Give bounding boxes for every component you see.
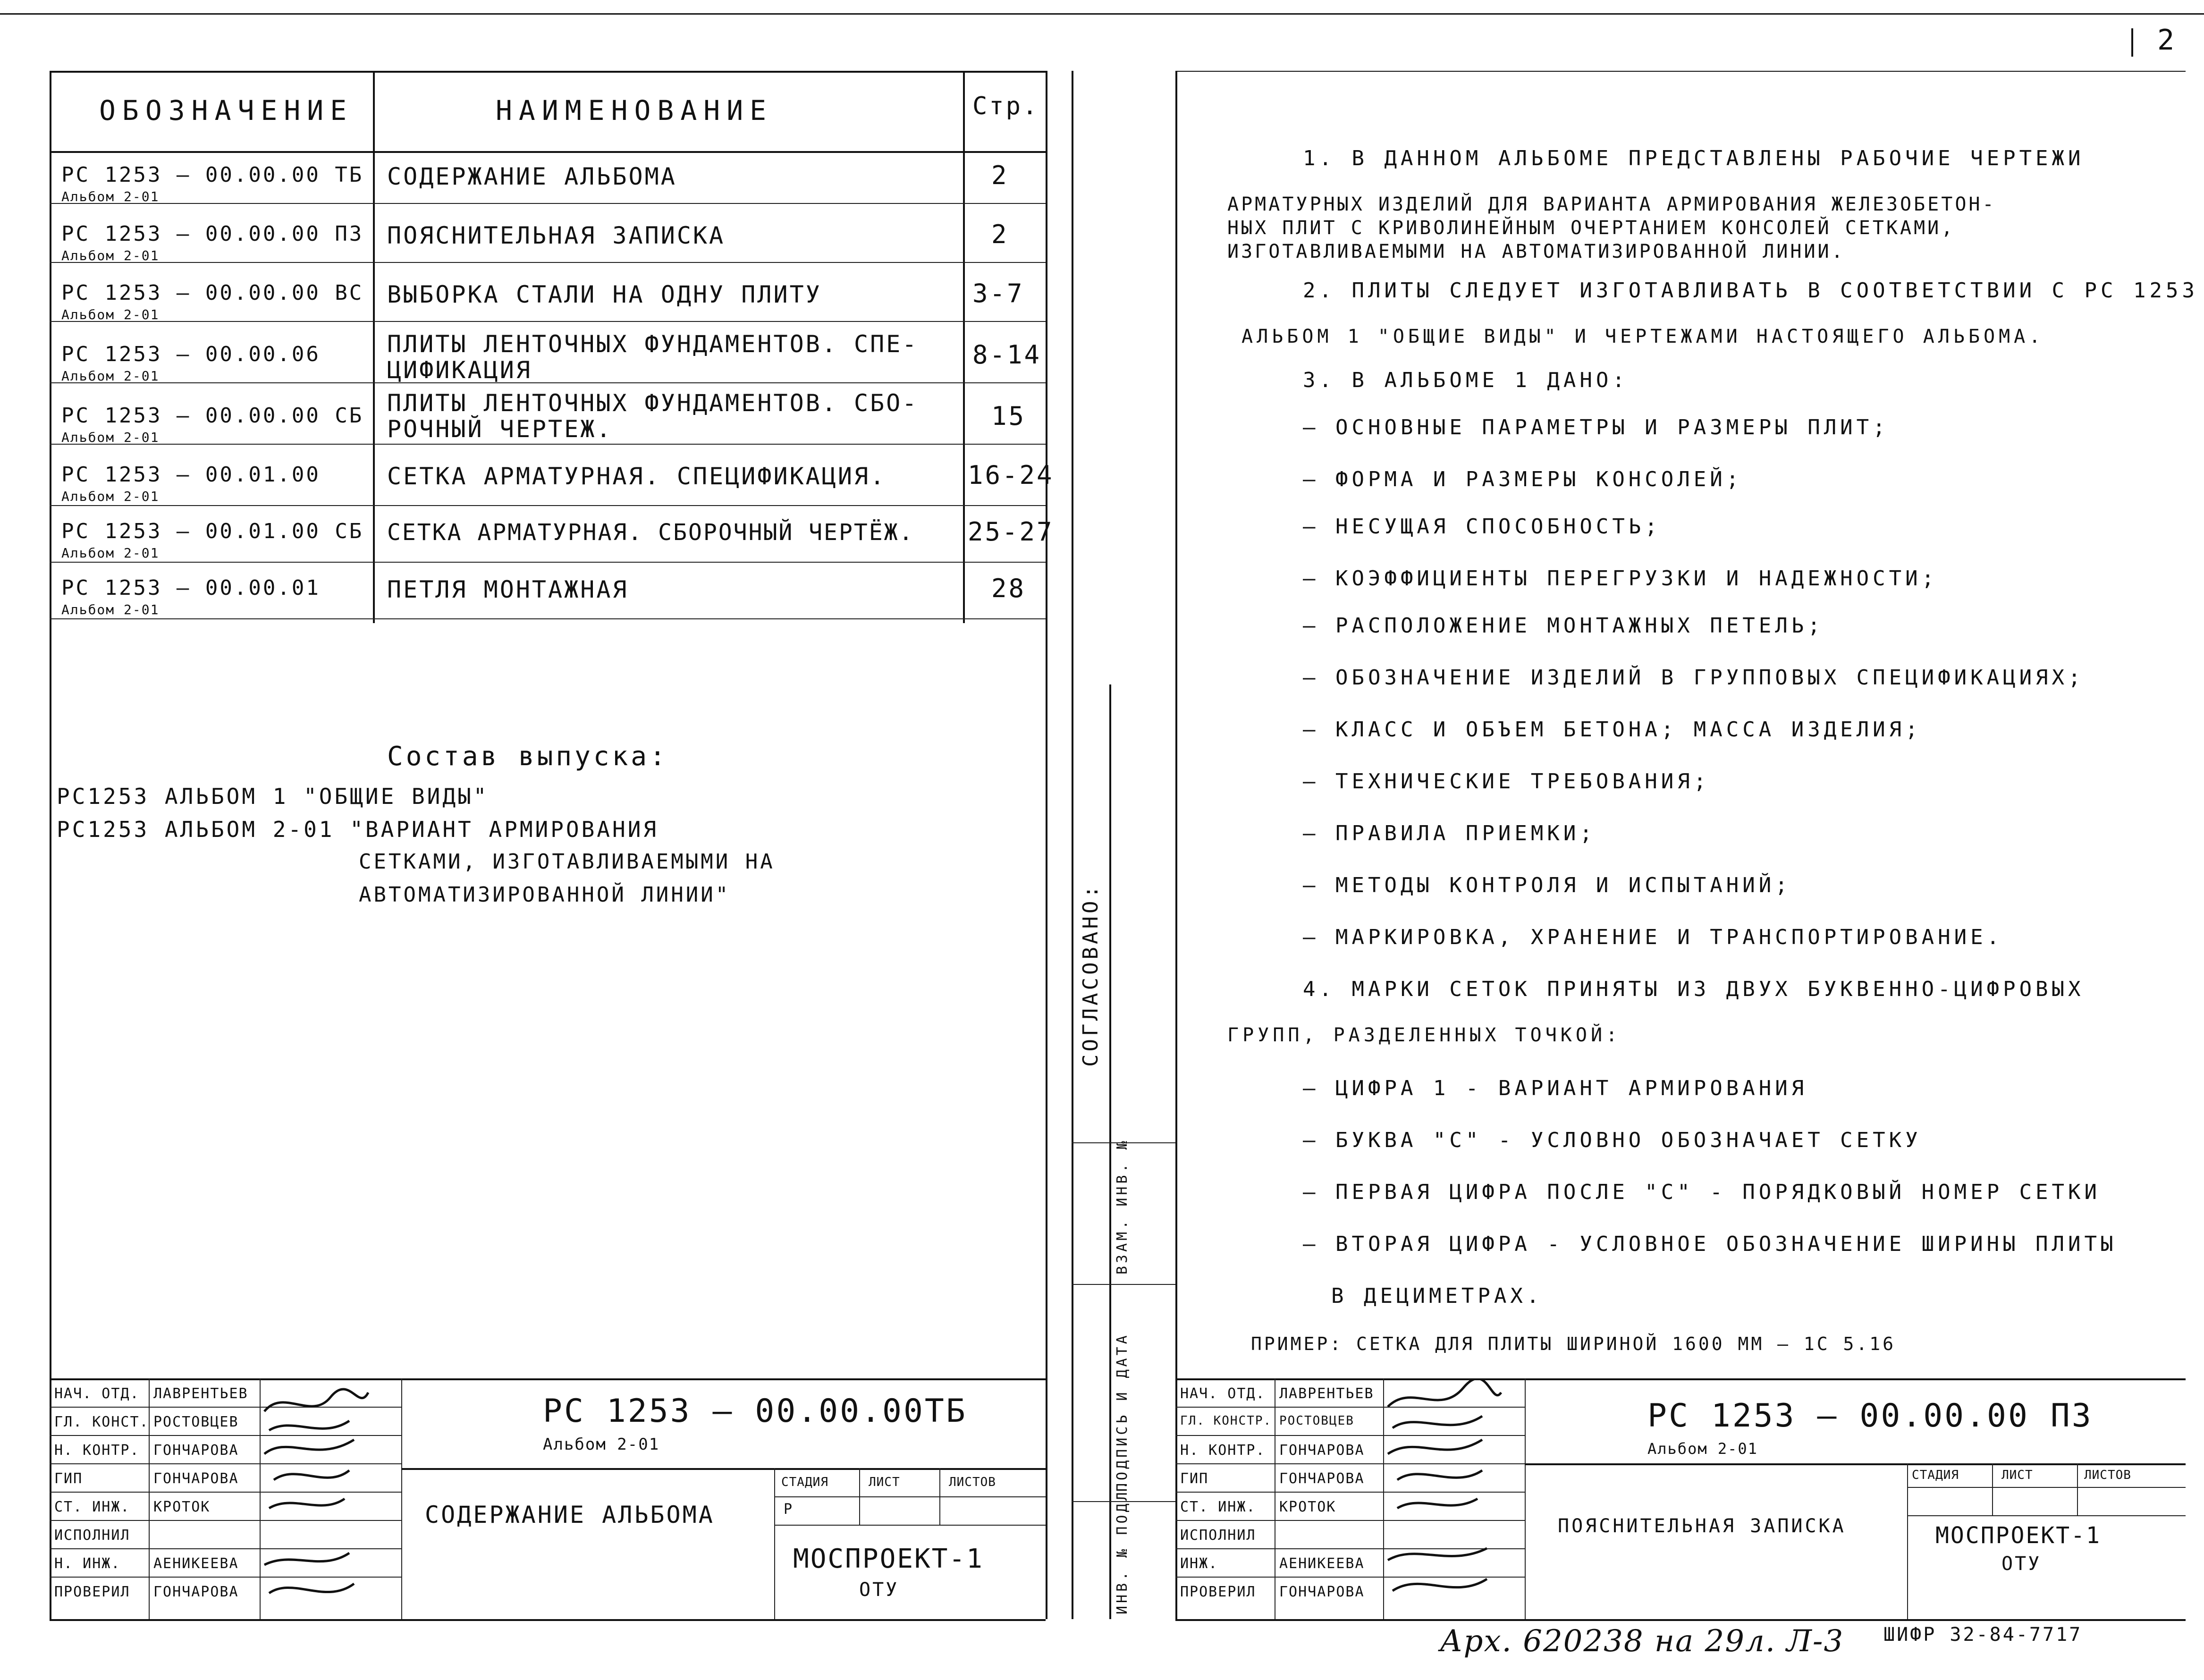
col-divider-2 (963, 71, 965, 623)
row-line (50, 505, 1046, 506)
left-name-4: ГОНЧАРОВА (153, 1470, 239, 1487)
note-line-26: ПРИМЕР: СЕТКА ДЛЯ ПЛИТЫ ШИРИНОЙ 1600 ММ – 1С 5.16 (1251, 1334, 1896, 1354)
note-line-13: – ОБОЗНАЧЕНИЕ ИЗДЕЛИЙ В ГРУППОВЫХ СПЕЦИФИКАЦИЯХ; (1303, 666, 2085, 690)
left-stamp-col-3 (401, 1378, 402, 1619)
note-line-25: В ДЕЦИМЕТРАХ. (1331, 1284, 1543, 1308)
left-stamp-mid (401, 1468, 1046, 1470)
right-stamp-col-3 (1525, 1378, 1526, 1619)
left-signatures (255, 1383, 378, 1619)
right-signatures (1378, 1378, 1511, 1619)
sheet-number-divider (2131, 28, 2133, 57)
left-sheet-top (50, 71, 1046, 73)
right-stamp-sheets-label: ЛИСТОВ (2084, 1468, 2131, 1482)
note-line-18: – МАРКИРОВКА, ХРАНЕНИЕ И ТРАНСПОРТИРОВАНИЕ. (1303, 925, 2003, 949)
note-line-17: – МЕТОДЫ КОНТРОЛЯ И ИСПЫТАНИЙ; (1303, 873, 1791, 897)
right-stamp-top (1175, 1378, 2186, 1380)
row-line (50, 444, 1046, 445)
left-stamp-stage: Р (784, 1501, 794, 1518)
left-sheet-bottom (50, 1619, 1046, 1621)
left-role-7: Н. ИНЖ. (54, 1555, 121, 1572)
side-agreed: СОГЛАСОВАНО: (1079, 883, 1103, 1067)
right-role-6: ИСПОЛНИЛ (1180, 1527, 1256, 1544)
row-2-code: РС 1253 — 00.00.00 ПЗ (61, 222, 364, 246)
left-stamp-col-4 (774, 1468, 775, 1619)
right-role-2: ГЛ. КОНСТР. (1180, 1414, 1272, 1428)
side-replace-inv: ВЗАМ. ИНВ. № (1114, 1138, 1131, 1275)
right-stamp-stage-label: СТАДИЯ (1912, 1468, 1959, 1482)
left-sheet-border (50, 71, 51, 1619)
row-4-page: 8-14 (972, 340, 1042, 370)
right-role-4: ГИП (1180, 1470, 1209, 1487)
right-sheet-top (1175, 71, 2186, 72)
note-line-8: – ОСНОВНЫЕ ПАРАМЕТРЫ И РАЗМЕРЫ ПЛИТ; (1303, 415, 1889, 439)
row-8-album: Альбом 2-01 (61, 602, 160, 617)
left-stamp-sheet-label: ЛИСТ (869, 1475, 900, 1489)
header-row-line (50, 151, 1046, 153)
right-sheet-bottom (1175, 1619, 2186, 1621)
row-line (50, 262, 1046, 263)
right-role-7: ИНЖ. (1180, 1555, 1218, 1572)
note-line-10: – НЕСУЩАЯ СПОСОБНОСТЬ; (1303, 515, 1661, 539)
right-role-3: Н. КОНТР. (1180, 1442, 1266, 1459)
right-stamp-code: РС 1253 — 00.00.00 ПЗ (1647, 1397, 2093, 1435)
right-name-7: АЕНИКЕЕВА (1279, 1555, 1365, 1572)
left-stamp-col-5 (859, 1468, 860, 1525)
row-6-album: Альбом 2-01 (61, 489, 160, 504)
row-5-code: РС 1253 — 00.00.00 СБ (61, 404, 364, 428)
right-stamp-stage-line-2 (1907, 1515, 2186, 1516)
note-line-14: – КЛАСС И ОБЪЕМ БЕТОНА; МАССА ИЗДЕЛИЯ; (1303, 718, 1922, 742)
row-7-page: 25-27 (968, 517, 1054, 547)
left-stamp-stage-line-2 (774, 1525, 1046, 1526)
left-role-6: ИСПОЛНИЛ (54, 1527, 130, 1544)
right-role-5: СТ. ИНЖ. (1180, 1499, 1256, 1515)
composition-line-2: РС1253 АЛЬБОМ 2-01 "ВАРИАНТ АРМИРОВАНИЯ (57, 817, 659, 842)
row-4-album: Альбом 2-01 (61, 368, 160, 384)
row-8-page: 28 (991, 574, 1026, 603)
row-line (50, 562, 1046, 563)
row-3-code: РС 1253 — 00.00.00 ВС (61, 281, 364, 305)
left-stamp-code: РС 1253 — 00.00.00ТБ (543, 1393, 967, 1430)
right-stamp-org: МОСПРОЕКТ-1 (1935, 1522, 2101, 1549)
left-stamp-title: СОДЕРЖАНИЕ АЛЬБОМА (425, 1501, 715, 1528)
right-stamp-col-6 (2077, 1463, 2078, 1515)
note-line-16: – ПРАВИЛА ПРИЕМКИ; (1303, 821, 1596, 845)
row-2-page: 2 (991, 219, 1009, 249)
header-name: НАИМЕНОВАНИЕ (496, 94, 773, 127)
note-line-6: АЛЬБОМ 1 "ОБЩИЕ ВИДЫ" И ЧЕРТЕЖАМИ НАСТОЯЩЕГО АЛЬБОМА. (1241, 326, 2044, 347)
right-name-4: ГОНЧАРОВА (1279, 1470, 1365, 1487)
left-stamp-stage-line (774, 1496, 1046, 1497)
row-6-page: 16-24 (968, 460, 1054, 490)
right-stamp-dept: ОТУ (2001, 1553, 2042, 1575)
side-strip-inner (1109, 684, 1111, 1619)
note-line-3: НЫХ ПЛИТ С КРИВОЛИНЕЙНЫМ ОЧЕРТАНИЕМ КОНСОЛЕЙ СЕТКАМИ, (1227, 217, 1955, 239)
row-6-name: СЕТКА АРМАТУРНАЯ. СПЕЦИФИКАЦИЯ. (387, 463, 887, 490)
row-5-name-cont: РОЧНЫЙ ЧЕРТЕЖ. (387, 415, 613, 443)
row-line (50, 618, 1046, 619)
composition-line-4: АВТОМАТИЗИРОВАННОЙ ЛИНИИ" (359, 883, 731, 907)
header-page: Стр. (972, 92, 1039, 120)
left-name-3: ГОНЧАРОВА (153, 1442, 239, 1459)
row-line (50, 321, 1046, 322)
left-role-3: Н. КОНТР. (54, 1442, 140, 1459)
row-5-album: Альбом 2-01 (61, 430, 160, 445)
row-4-name: ПЛИТЫ ЛЕНТОЧНЫХ ФУНДАМЕНТОВ. СПЕ- (387, 330, 919, 358)
right-stamp-sheet-label: ЛИСТ (2001, 1468, 2033, 1482)
row-4-code: РС 1253 — 00.00.06 (61, 342, 321, 366)
right-name-3: ГОНЧАРОВА (1279, 1442, 1365, 1459)
row-2-album: Альбом 2-01 (61, 248, 160, 263)
row-line (50, 382, 1046, 383)
left-role-2: ГЛ. КОНСТ. (54, 1414, 149, 1430)
note-line-5: 2. ПЛИТЫ СЛЕДУЕТ ИЗГОТАВЛИВАТЬ В СООТВЕТСТВИИ С РС 1253 (1303, 279, 2198, 303)
row-3-album: Альбом 2-01 (61, 307, 160, 322)
row-1-page: 2 (991, 160, 1009, 190)
note-line-22: – БУКВА "С" - УСЛОВНО ОБОЗНАЧАЕТ СЕТКУ (1303, 1128, 1922, 1152)
row-line (50, 203, 1046, 204)
left-role-1: НАЧ. ОТД. (54, 1385, 140, 1402)
left-role-8: ПРОВЕРИЛ (54, 1584, 130, 1600)
note-line-21: – ЦИФРА 1 - ВАРИАНТ АРМИРОВАНИЯ (1303, 1076, 1808, 1100)
left-stamp-album: Альбом 2-01 (543, 1435, 660, 1454)
note-line-12: – РАСПОЛОЖЕНИЕ МОНТАЖНЫХ ПЕТЕЛЬ; (1303, 614, 1824, 638)
left-name-2: РОСТОВЦЕВ (153, 1414, 239, 1430)
row-5-name: ПЛИТЫ ЛЕНТОЧНЫХ ФУНДАМЕНТОВ. СБО- (387, 389, 919, 417)
left-role-4: ГИП (54, 1470, 83, 1487)
row-8-code: РС 1253 — 00.00.01 (61, 576, 321, 600)
composition-line-1: РС1253 АЛЬБОМ 1 "ОБЩИЕ ВИДЫ" (57, 784, 489, 809)
right-stamp-col-5 (1992, 1463, 1993, 1515)
left-stamp-dept: ОТУ (859, 1579, 899, 1601)
note-line-24: – ВТОРАЯ ЦИФРА - УСЛОВНОЕ ОБОЗНАЧЕНИЕ ШИРИНЫ ПЛИТЫ (1303, 1232, 2117, 1256)
left-stamp-col-6 (939, 1468, 940, 1525)
row-7-name: СЕТКА АРМАТУРНАЯ. СБОРОЧНЫЙ ЧЕРТЁЖ. (387, 519, 914, 546)
right-name-8: ГОНЧАРОВА (1279, 1584, 1365, 1600)
note-line-1: 1. В ДАННОМ АЛЬБОМЕ ПРЕДСТАВЛЕНЫ РАБОЧИЕ ЧЕРТЕЖИ (1303, 146, 2085, 170)
row-3-name: ВЫБОРКА СТАЛИ НА ОДНУ ПЛИТУ (387, 281, 822, 308)
right-name-5: КРОТОК (1279, 1499, 1336, 1515)
note-line-2: АРМАТУРНЫХ ИЗДЕЛИЙ ДЛЯ ВАРИАНТА АРМИРОВАНИЯ ЖЕЛЕЗОБЕТОН- (1227, 194, 1996, 215)
right-stamp-mid (1525, 1463, 2186, 1465)
note-line-20: ГРУПП, РАЗДЕЛЕННЫХ ТОЧКОЙ: (1227, 1024, 1621, 1046)
left-role-5: СТ. ИНЖ. (54, 1499, 130, 1515)
row-2-name: ПОЯСНИТЕЛЬНАЯ ЗАПИСКА (387, 222, 726, 249)
row-1-code: РС 1253 — 00.00.00 ТБ (61, 163, 364, 187)
side-strip-row (1072, 1284, 1175, 1285)
left-name-7: АЕНИКЕЕВА (153, 1555, 239, 1572)
right-stamp-album: Альбом 2-01 (1647, 1440, 1758, 1458)
col-divider-1 (373, 71, 375, 623)
left-sheet-right (1046, 71, 1047, 1619)
side-strip-right (1175, 71, 1177, 1619)
left-name-8: ГОНЧАРОВА (153, 1584, 239, 1600)
left-stamp-stage-label: СТАДИЯ (781, 1475, 828, 1489)
right-stamp-stage-line (1907, 1487, 2186, 1488)
note-line-15: – ТЕХНИЧЕСКИЕ ТРЕБОВАНИЯ; (1303, 769, 1710, 794)
archive-note: Арх. 620238 на 29л. Л-3 (1440, 1624, 1844, 1659)
row-1-album: Альбом 2-01 (61, 189, 160, 204)
left-stamp-org: МОСПРОЕКТ-1 (793, 1544, 984, 1574)
note-line-23: – ПЕРВАЯ ЦИФРА ПОСЛЕ "С" - ПОРЯДКОВЫЙ НОМЕР СЕТКИ (1303, 1180, 2101, 1204)
right-name-1: ЛАВРЕНТЬЕВ (1279, 1385, 1374, 1402)
row-4-name-cont: ЦИФИКАЦИЯ (387, 356, 532, 384)
right-name-2: РОСТОВЦЕВ (1279, 1414, 1354, 1428)
right-role-8: ПРОВЕРИЛ (1180, 1584, 1256, 1600)
left-stamp-sheets-label: ЛИСТОВ (949, 1475, 996, 1489)
left-stamp-top (50, 1378, 1046, 1380)
left-name-5: КРОТОК (153, 1499, 211, 1515)
side-strip-left (1072, 71, 1073, 1619)
note-line-4: ИЗГОТАВЛИВАЕМЫМИ НА АВТОМАТИЗИРОВАННОЙ ЛИНИИ. (1227, 241, 1845, 262)
side-sign-date: ПОДПИСЬ И ДАТА (1114, 1333, 1131, 1492)
row-7-code: РС 1253 — 00.01.00 СБ (61, 519, 364, 543)
side-inv-orig: ИНВ. № ПОДЛ. (1114, 1478, 1131, 1614)
cipher: ШИФР 32-84-7717 (1883, 1624, 2083, 1646)
right-stamp-title: ПОЯСНИТЕЛЬНАЯ ЗАПИСКА (1558, 1515, 1846, 1537)
composition-line-3: СЕТКАМИ, ИЗГОТАВЛИВАЕМЫМИ НА (359, 850, 775, 874)
row-1-name: СОДЕРЖАНИЕ АЛЬБОМА (387, 163, 677, 190)
row-6-code: РС 1253 — 00.01.00 (61, 463, 321, 487)
row-5-page: 15 (991, 401, 1026, 431)
row-3-page: 3-7 (972, 279, 1024, 308)
sheet-number: 2 (2157, 24, 2177, 57)
row-8-name: ПЕТЛЯ МОНТАЖНАЯ (387, 576, 629, 603)
note-line-9: – ФОРМА И РАЗМЕРЫ КОНСОЛЕЙ; (1303, 467, 1743, 491)
top-border (0, 13, 2204, 15)
note-line-19: 4. МАРКИ СЕТОК ПРИНЯТЫ ИЗ ДВУХ БУКВЕННО-ЦИФРОВЫХ (1303, 977, 2085, 1001)
note-line-11: – КОЭФФИЦИЕНТЫ ПЕРЕГРУЗКИ И НАДЕЖНОСТИ; (1303, 566, 1938, 591)
composition-title: Состав выпуска: (387, 741, 668, 772)
left-name-1: ЛАВРЕНТЬЕВ (153, 1385, 248, 1402)
right-role-1: НАЧ. ОТД. (1180, 1385, 1266, 1402)
header-designation: ОБОЗНАЧЕНИЕ (99, 94, 354, 127)
note-line-7: 3. В АЛЬБОМЕ 1 ДАНО: (1303, 368, 1629, 392)
row-7-album: Альбом 2-01 (61, 545, 160, 561)
